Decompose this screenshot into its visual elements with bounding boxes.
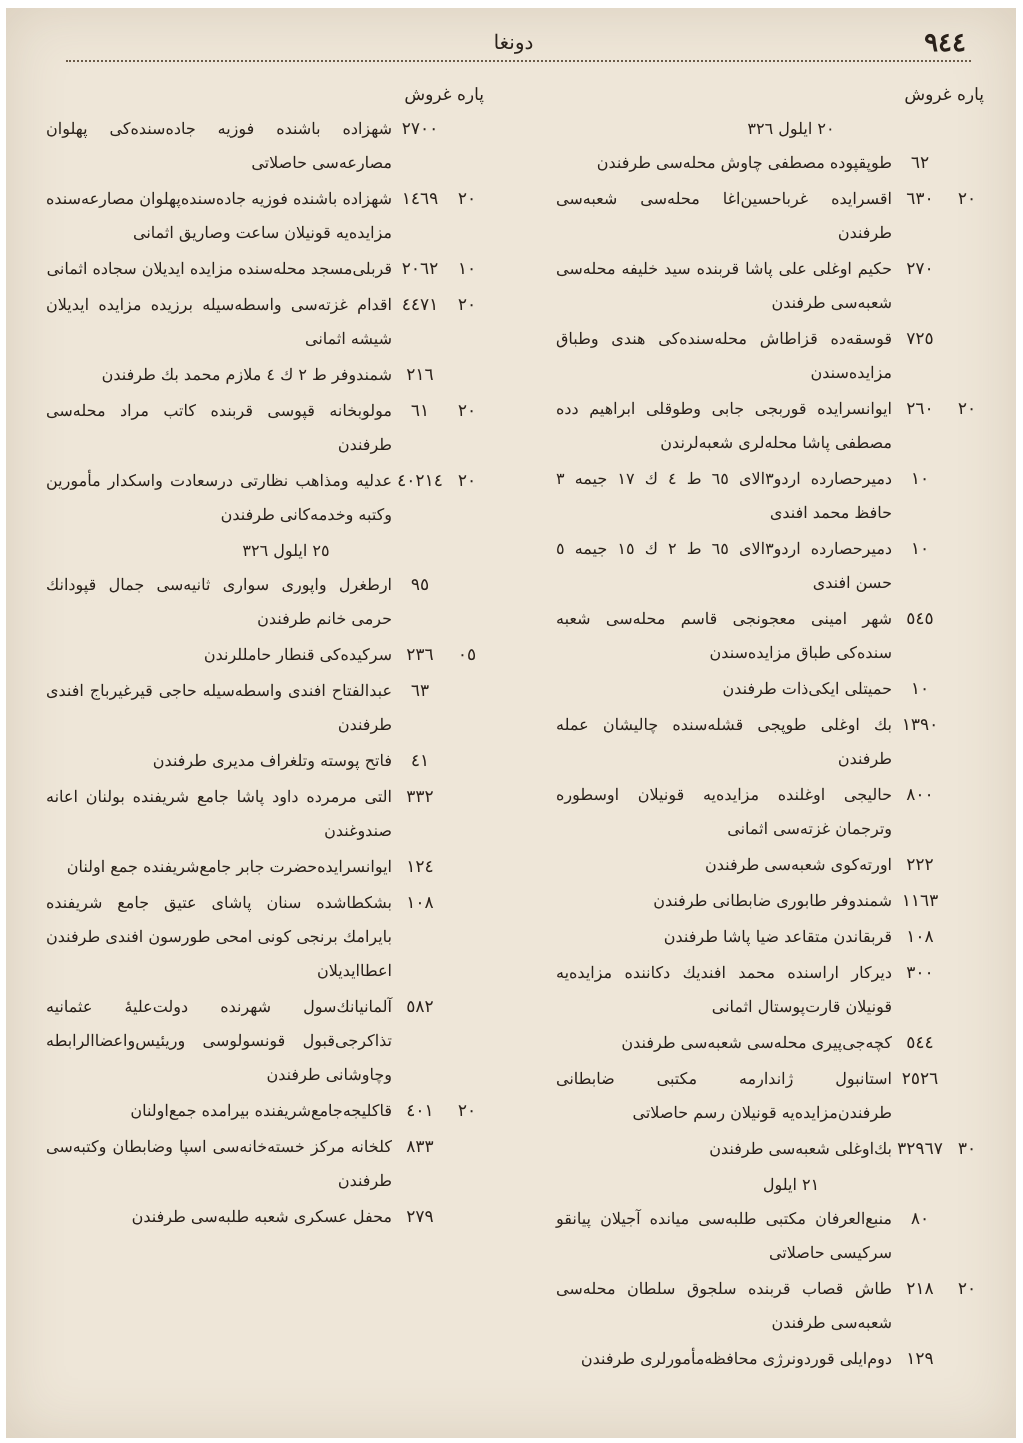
kurus-value: ٢٠٦٢ bbox=[401, 259, 439, 279]
entry-description: طوپقپوده مصطفى چاوش محله‌سى طرفندن bbox=[596, 153, 892, 172]
list-item bbox=[556, 778, 986, 846]
entry-description: دوم‌ايلى قوردونرژى محافظه‌مأمورلرى طرفندن bbox=[580, 1349, 892, 1368]
list-item bbox=[556, 708, 986, 776]
list-item bbox=[556, 1272, 986, 1340]
entry-description: قربلى‌مسجد محله‌سنده مزايده ايديلان سجاده اثمانى bbox=[46, 259, 392, 278]
entry-description: عبدالفتاح افندى واسطه‌سيله حاجى قيرغيرباج افندى طرفندن bbox=[46, 681, 392, 734]
para-value: ٢٠ bbox=[457, 471, 477, 491]
kurus-value: ١٠ bbox=[910, 679, 930, 699]
list-item bbox=[46, 252, 486, 286]
entry-description: ديركار اراسنده محمد افنديك دكاننده مزايده‌يه قونيلان قارت‌پوستال اثمانى bbox=[556, 963, 892, 1016]
entry-description: اقسرايده غرباحسين‌اغا محله‌سى شعبه‌سى طرفندن bbox=[556, 189, 892, 242]
kurus-value: ٥٤٤ bbox=[906, 1033, 934, 1053]
kurus-value: ٨٠٠ bbox=[906, 785, 934, 805]
entry-description: منبع‌العرفان مكتبى طلبه‌سى ميانده آجيلان پيانقو سركيسى حاصلاتى bbox=[556, 1209, 892, 1262]
list-item bbox=[46, 394, 486, 462]
entry-description: شمندوفر طابورى ضابطانى طرفندن bbox=[653, 891, 892, 910]
kurus-value: ٢٧٩ bbox=[406, 1207, 434, 1227]
entry-description: اقدام غزته‌سى واسطه‌سيله برزيده مزايده ايديلان شيشه اثمانى bbox=[46, 295, 392, 348]
page-number: ٩٤٤ bbox=[924, 28, 966, 58]
kurus-value: ١٠ bbox=[910, 539, 930, 559]
kurus-value: ٦٣ bbox=[410, 681, 430, 701]
kurus-value: ٢١٨ bbox=[906, 1279, 934, 1299]
entry-description: ايوانسرايده‌حضرت جابر جامع‌شريفنده جمع اولنان bbox=[66, 857, 392, 876]
entry-description: كچه‌جى‌پيرى محله‌سى شعبه‌سى طرفندن bbox=[621, 1033, 892, 1052]
list-item bbox=[556, 920, 986, 954]
running-head: دونغا bbox=[493, 30, 534, 54]
list-item bbox=[556, 462, 986, 530]
entry-description: شهزاده باشنده فوزيه جاده‌سنده‌پهلوان مصارعه‌سنده مزايده‌يه قونيلان ساعت وصاريق اثمانى bbox=[46, 189, 392, 242]
entry-description: آلمانيانك‌سول شهرنده دولت‌عليهٔ عثمانيه تذاكرجى‌قبول قونسولوسى وريئيس‌واعضا‌الرابطه وچاوشانى طرفندن bbox=[46, 997, 392, 1084]
para-value: ٢٠ bbox=[457, 189, 477, 209]
kurus-value: ١٠ bbox=[910, 469, 930, 489]
kurus-value: ٣٢٩٦٧ bbox=[897, 1139, 943, 1159]
list-item bbox=[46, 464, 486, 532]
page-header bbox=[61, 28, 966, 64]
para-value: ٠٥ bbox=[457, 645, 477, 665]
list-item bbox=[556, 1026, 986, 1060]
entry-description: التى مرمرده داود پاشا جامع شريفنده بولنان اعانه صندوغندن bbox=[46, 787, 392, 840]
list-item bbox=[46, 638, 486, 672]
list-item bbox=[556, 848, 986, 882]
entry-description: دميرحصارده اردو٣الاى ٦٥ ط ٤ ك ١٧ جيمه ٣ حافظ محمد افندى bbox=[556, 469, 893, 522]
para-value: ٢٠ bbox=[957, 399, 977, 419]
kurus-value: ٨٠ bbox=[910, 1209, 930, 1229]
date-heading: ٢٠ ايلول ٣٢٦ bbox=[747, 119, 835, 138]
kurus-value: ٩٥ bbox=[410, 575, 430, 595]
entries-list bbox=[46, 112, 486, 1234]
date-heading: ٢٥ ايلول ٣٢٦ bbox=[242, 541, 330, 560]
list-item bbox=[556, 182, 986, 250]
kurus-value: ٢٢٢ bbox=[906, 855, 934, 875]
para-value: ٢٠ bbox=[457, 295, 477, 315]
left-column bbox=[46, 78, 486, 1236]
entry-description: بك اوغلى طوپجى قشله‌سنده چاليشان عمله طرفندن bbox=[556, 715, 892, 768]
list-item bbox=[46, 358, 486, 392]
kurus-value: ٢٧٠٠ bbox=[401, 119, 439, 139]
kurus-value: ٦١ bbox=[410, 401, 430, 421]
kurus-value: ١٢٩ bbox=[906, 1349, 934, 1369]
list-item bbox=[556, 1342, 986, 1376]
para-value: ١٠ bbox=[457, 259, 477, 279]
kurus-value: ٢٣٦ bbox=[406, 645, 434, 665]
list-item bbox=[556, 146, 986, 180]
list-item bbox=[46, 1200, 486, 1234]
kurus-value: ٤٠٢١٤ bbox=[397, 471, 443, 491]
right-column bbox=[556, 78, 986, 1378]
kurus-value: ٧٢٥ bbox=[906, 329, 934, 349]
entry-description: قاكليجه‌جامع‌شريفنده بيرامده جمع‌اولنان bbox=[130, 1101, 392, 1120]
list-item bbox=[46, 568, 486, 636]
kurus-value: ٢١٦ bbox=[406, 365, 434, 385]
entry-description: حكيم اوغلى على پاشا قربنده سيد خليفه محله‌سى شعبه‌سى طرفندن bbox=[556, 259, 892, 312]
kurus-value: ٥٤٥ bbox=[906, 609, 934, 629]
kurus-value: ١٣٩٠ bbox=[901, 715, 939, 735]
list-item bbox=[556, 532, 986, 600]
entry-description: حاليجى اوغلنده مزايده‌يه قونيلان اوسطوره وترجمان غزته‌سى اثمانى bbox=[556, 785, 892, 838]
kurus-value: ١٤٦٩ bbox=[401, 189, 439, 209]
list-item bbox=[46, 886, 486, 988]
list-item bbox=[46, 182, 486, 250]
entry-description: اورته‌كوى شعبه‌سى طرفندن bbox=[705, 855, 892, 874]
list-item bbox=[46, 780, 486, 848]
list-item bbox=[556, 252, 986, 320]
kurus-value: ٦٣٠ bbox=[906, 189, 934, 209]
list-item bbox=[556, 1062, 986, 1130]
list-item bbox=[556, 672, 986, 706]
kurus-value: ٥٨٢ bbox=[406, 997, 434, 1017]
list-item bbox=[46, 1094, 486, 1128]
kurus-value: ١٠٨ bbox=[406, 893, 434, 913]
entry-description: فاتح پوسته وتلغراف مديرى طرفندن bbox=[152, 751, 392, 770]
list-item bbox=[556, 1132, 986, 1166]
entry-description: سركيده‌كى قنطار حامللرندن bbox=[203, 645, 392, 664]
kurus-value: ٢٥٢٦ bbox=[901, 1069, 939, 1089]
entry-description: شمندوفر ط ٢ ك ٤ ملازم محمد بك طرفندن bbox=[101, 365, 392, 384]
para-value: ٢٠ bbox=[957, 1279, 977, 1299]
list-item bbox=[556, 322, 986, 390]
entry-description: حميتلى ايكى‌ذات طرفندن bbox=[722, 679, 892, 698]
kurus-value: ٦٢ bbox=[910, 153, 930, 173]
kurus-value: ٤٠١ bbox=[406, 1101, 434, 1121]
list-item bbox=[46, 1130, 486, 1198]
list-item bbox=[46, 288, 486, 356]
list-item bbox=[46, 744, 486, 778]
kurus-value: ١٠٨ bbox=[906, 927, 934, 947]
kurus-value: ٢٦٠ bbox=[906, 399, 934, 419]
column-header: پاره غروش bbox=[404, 85, 484, 105]
list-item bbox=[556, 1202, 986, 1270]
para-value: ٢٠ bbox=[957, 189, 977, 209]
kurus-value: ٣٠٠ bbox=[906, 963, 934, 983]
header-rule bbox=[66, 60, 971, 62]
kurus-value: ١١٦٣ bbox=[901, 891, 939, 911]
entry-description: ارطغرل واپورى سوارى ثانيه‌سى جمال قپودانك حرمى خانم طرفندن bbox=[46, 575, 392, 628]
column-header: پاره غروش bbox=[904, 85, 984, 105]
kurus-value: ١٢٤ bbox=[406, 857, 434, 877]
entry-description: محفل عسكرى شعبه طلبه‌سى طرفندن bbox=[131, 1207, 392, 1226]
entry-description: قوسقه‌ده قزاطاش محله‌سنده‌كى هندى وطباق مزايده‌سندن bbox=[556, 329, 892, 382]
kurus-value: ٣٣٢ bbox=[406, 787, 434, 807]
entry-description: شهر امينى معجونجى قاسم محله‌سى شعبه سنده‌كى طباق مزايده‌سندن bbox=[556, 609, 892, 662]
list-item bbox=[46, 112, 486, 180]
kurus-value: ٨٣٣ bbox=[406, 1137, 434, 1157]
entry-description: دميرحصارده اردو٣الاى ٦٥ ط ٢ ك ١٥ جيمه ٥ حسن افندى bbox=[556, 539, 893, 592]
list-item bbox=[556, 956, 986, 1024]
para-value: ٢٠ bbox=[457, 401, 477, 421]
entries-list bbox=[556, 112, 986, 1376]
kurus-value: ٢٧٠ bbox=[906, 259, 934, 279]
list-item bbox=[46, 990, 486, 1092]
entry-description: استانبول ژاندارمه مكتبى ضابطانى طرفندن‌مزايده‌يه قونيلان رسم حاصلاتى bbox=[556, 1069, 892, 1122]
book-page bbox=[6, 8, 1016, 1438]
entry-description: طاش قصاب قربنده سلجوق سلطان محله‌سى شعبه‌سى طرفندن bbox=[556, 1279, 892, 1332]
entry-description: قربقاندن متقاعد ضيا پاشا طرفندن bbox=[663, 927, 892, 946]
entry-description: بشكطاشده سنان پاشاى عتيق جامع شريفنده بايرامك برنجى كونى امحى طورسون افندى طرفندن اعطاايديلان bbox=[46, 893, 392, 980]
para-value: ٢٠ bbox=[457, 1101, 477, 1121]
entry-description: شهزاده باشنده فوزيه جاده‌سنده‌كى پهلوان مصارعه‌سى حاصلاتى bbox=[46, 119, 392, 172]
entry-description: بك‌اوغلى شعبه‌سى طرفندن bbox=[709, 1139, 892, 1158]
list-item bbox=[556, 392, 986, 460]
entry-description: مولوبخانه قپوسى قربنده كاتب مراد محله‌سى طرفندن bbox=[46, 401, 392, 454]
kurus-value: ٤٤٧١ bbox=[401, 295, 439, 315]
list-item bbox=[556, 602, 986, 670]
entry-description: عدليه ومذاهب نظارتى درسعادت واسكدار مأمورين وكتبه وخدمه‌كانى طرفندن bbox=[46, 471, 392, 524]
entry-description: كلخانه مركز خسته‌خانه‌سى اسپا وضابطان وكتبه‌سى طرفندن bbox=[46, 1137, 392, 1190]
list-item bbox=[556, 884, 986, 918]
date-heading: ٢١ ايلول bbox=[762, 1175, 820, 1194]
list-item bbox=[46, 850, 486, 884]
list-item bbox=[46, 674, 486, 742]
para-value: ٣٠ bbox=[957, 1139, 977, 1159]
kurus-value: ٤١ bbox=[410, 751, 430, 771]
entry-description: ايوانسرايده قوربجى جابى وطوقلى ابراهيم دده مصطفى پاشا محله‌لرى شعبه‌لرندن bbox=[556, 399, 892, 452]
